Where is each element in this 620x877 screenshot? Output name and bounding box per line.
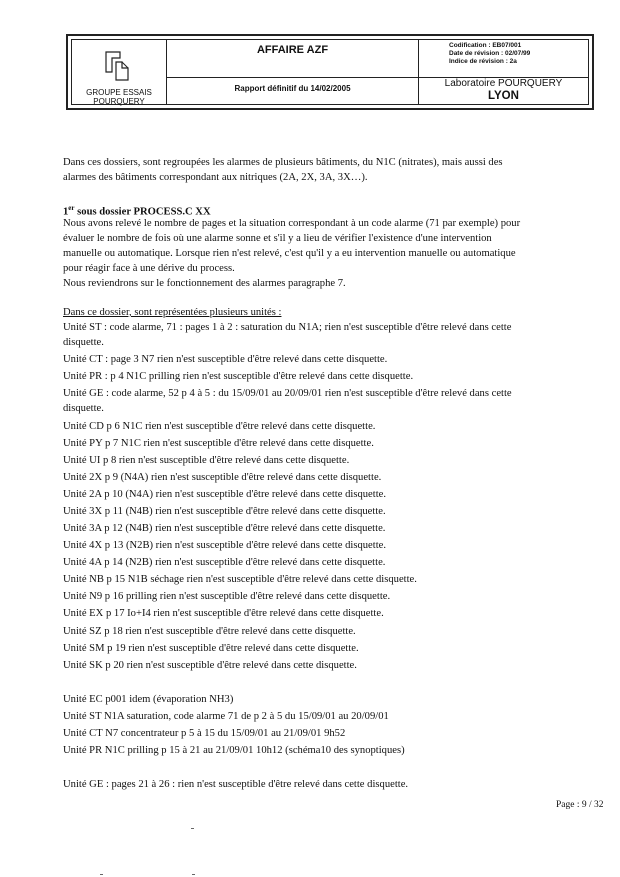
section-line: pour réagir face à une dérive du process. bbox=[63, 263, 235, 274]
unit-line: Unité PR : p 4 N1C prilling rien n'est susceptible d'être relevé dans cette disquette. bbox=[63, 371, 414, 382]
unit-line: Unité PY p 7 N1C rien n'est susceptible d'être relevé dans cette disquette. bbox=[63, 438, 374, 449]
section-title-num: 1 bbox=[63, 206, 69, 218]
codification: Codification : EB07/001 bbox=[449, 42, 522, 49]
document-header bbox=[66, 34, 594, 110]
unit-line: Unité SM p 19 rien n'est susceptible d'être relevé dans cette disquette. bbox=[63, 643, 359, 654]
lab-box bbox=[419, 78, 588, 102]
lab-name: Laboratoire POURQUERY bbox=[444, 78, 563, 89]
unit2-line: Unité PR N1C prilling p 15 à 21 au 21/09/01 10h12 (schéma10 des synoptiques) bbox=[63, 745, 405, 756]
unit-line: Unité UI p 8 rien n'est susceptible d'être relevé dans cette disquette. bbox=[63, 455, 350, 466]
section-title-text: sous dossier PROCESS.C XX bbox=[74, 206, 211, 218]
section-line: Nous avons relevé le nombre de pages et la situation correspondant à un code alarme (71 par exemple) pour bbox=[63, 218, 521, 229]
report-date: Rapport définitif du 14/02/2005 bbox=[234, 84, 351, 93]
intro-line: Dans ces dossiers, sont regroupées les alarmes de plusieurs bâtiments, du N1C (nitrates), mais aussi des bbox=[63, 157, 503, 168]
logo-line1: GROUPE ESSAIS bbox=[86, 88, 152, 97]
scan-mark bbox=[192, 874, 195, 875]
affair-title: AFFAIRE AZF bbox=[256, 44, 329, 56]
unit2-line: Unité EC p001 idem (évaporation NH3) bbox=[63, 694, 234, 705]
unit-line: Unité 4X p 13 (N2B) rien n'est susceptible d'être relevé dans cette disquette. bbox=[63, 540, 387, 551]
unit-line: disquette. bbox=[63, 403, 104, 414]
final-line: Unité GE : pages 21 à 26 : rien n'est susceptible d'être relevé dans cette disquette. bbox=[63, 779, 409, 790]
unit-line: Unité NB p 15 N1B séchage rien n'est susceptible d'être relevé dans cette disquette. bbox=[63, 574, 417, 585]
company-logo-icon bbox=[102, 48, 132, 84]
affair-box bbox=[167, 40, 418, 78]
scan-mark bbox=[100, 874, 103, 875]
section-line: Nous reviendrons sur le fonctionnement des alarmes paragraphe 7. bbox=[63, 278, 346, 289]
unit-line: Unité 2A p 10 (N4A) rien n'est susceptible d'être relevé dans cette disquette. bbox=[63, 489, 387, 500]
intro-line: alarmes des bâtiments correspondant aux nitriques (2A, 2X, 3A, 3X…). bbox=[63, 172, 368, 183]
unit-line: Unité EX p 17 Io+I4 rien n'est susceptible d'être relevé dans cette disquette. bbox=[63, 608, 384, 619]
unit-line: Unité ST : code alarme, 71 : pages 1 à 2 : saturation du N1A; rien n'est susceptible d'être relevé dans cette bbox=[63, 322, 512, 333]
unit-line: Unité 4A p 14 (N2B) rien n'est susceptible d'être relevé dans cette disquette. bbox=[63, 557, 386, 568]
codification-box bbox=[419, 40, 588, 78]
section-line: manuelle ou automatique. Lorsque rien n'est relevé, c'est qu'il y a eu intervention manuelle ou automatique bbox=[63, 248, 516, 259]
unit-line: Unité CD p 6 N1C rien n'est susceptible d'être relevé dans cette disquette. bbox=[63, 421, 376, 432]
report-box bbox=[167, 78, 418, 96]
unit-line: Unité 2X p 9 (N4A) rien n'est susceptible d'être relevé dans cette disquette. bbox=[63, 472, 382, 483]
logo-line2: POURQUERY bbox=[93, 97, 145, 106]
unit-line: Unité 3A p 12 (N4B) rien n'est susceptible d'être relevé dans cette disquette. bbox=[63, 523, 386, 534]
section-line: évaluer le nombre de fois où une alarme sonne et s'il y a lieu de vérifier l'existence d'une intervention bbox=[63, 233, 492, 244]
scan-mark bbox=[191, 828, 194, 829]
unit-line: Unité 3X p 11 (N4B) rien n'est susceptible d'être relevé dans cette disquette. bbox=[63, 506, 386, 517]
page-number: Page : 9 / 32 bbox=[556, 800, 604, 810]
section-title-sup: er bbox=[68, 204, 75, 212]
unit-line: Unité N9 p 16 prilling rien n'est susceptible d'être relevé dans cette disquette. bbox=[63, 591, 391, 602]
unit-line: Unité SK p 20 rien n'est susceptible d'être relevé dans cette disquette. bbox=[63, 660, 357, 671]
unit2-line: Unité ST N1A saturation, code alarme 71 de p 2 à 5 du 15/09/01 au 20/09/01 bbox=[63, 711, 389, 722]
title-cell bbox=[167, 40, 419, 104]
units-heading: Dans ce dossier, sont représentées plusieurs unités : bbox=[63, 307, 282, 318]
header-frame bbox=[71, 39, 589, 105]
unit-line: disquette. bbox=[63, 337, 104, 348]
unit2-line: Unité CT N7 concentrateur p 5 à 15 du 15/09/01 au 21/09/01 9h52 bbox=[63, 728, 346, 739]
revision-date: Date de révision : 02/07/99 bbox=[449, 50, 531, 57]
unit-line: Unité CT : page 3 N7 rien n'est susceptible d'être relevé dans cette disquette. bbox=[63, 354, 388, 365]
unit-line: Unité GE : code alarme, 52 p 4 à 5 : du 15/09/01 au 20/09/01 rien n'est susceptible d'être relevé dans cette bbox=[63, 388, 512, 399]
lab-city: LYON bbox=[488, 90, 519, 102]
logo-cell bbox=[72, 40, 167, 104]
unit-line: Unité SZ p 18 rien n'est susceptible d'être relevé dans cette disquette. bbox=[63, 626, 356, 637]
codification-cell bbox=[419, 40, 588, 104]
revision-index: Indice de révision : 2a bbox=[449, 58, 517, 65]
